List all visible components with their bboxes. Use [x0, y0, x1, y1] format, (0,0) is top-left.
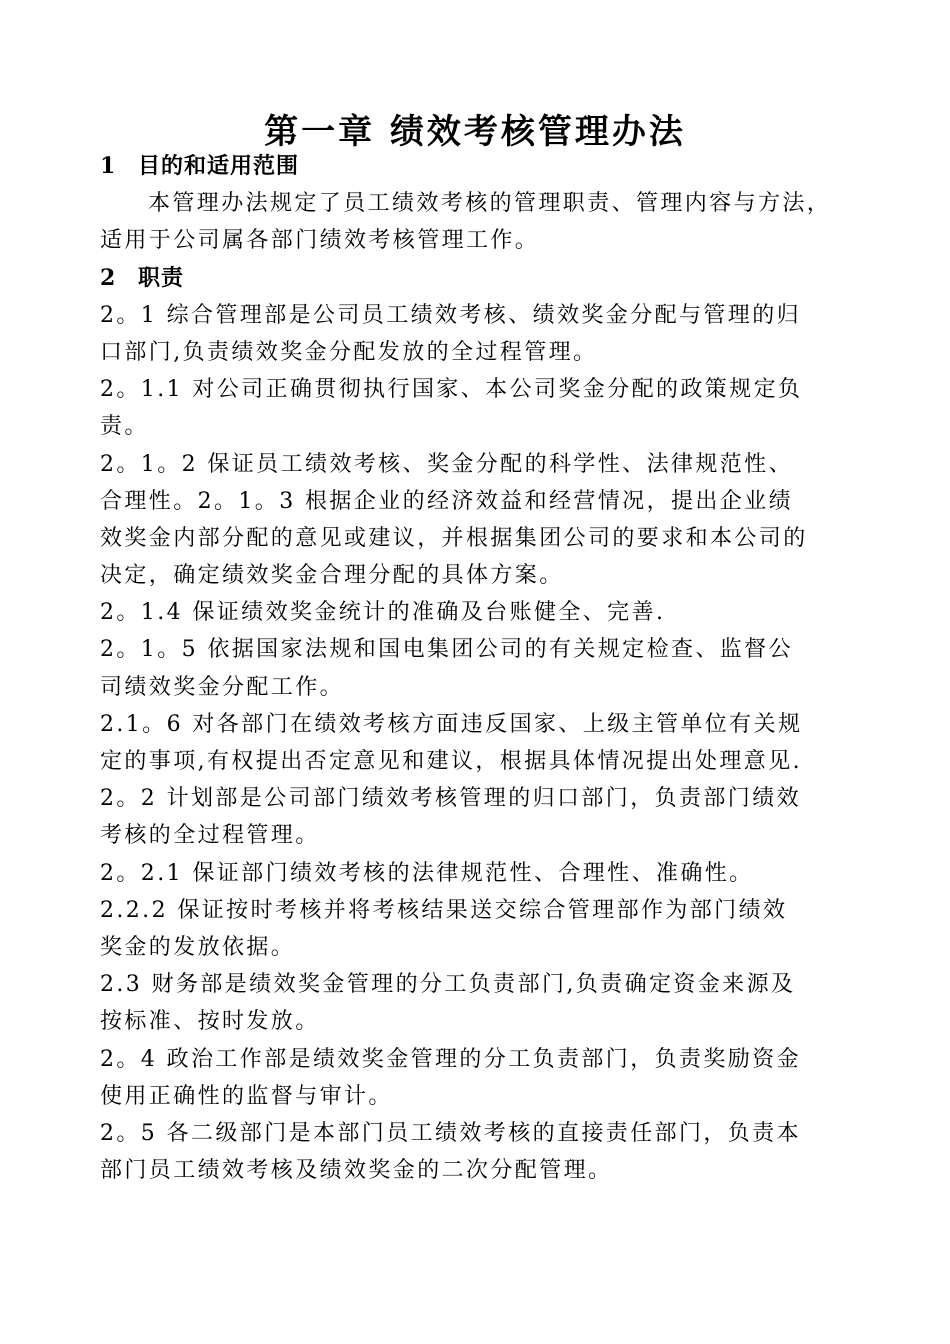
paragraph-line: 合理性。2。1。3 根据企业的经济效益和经营情况，提出企业绩	[100, 488, 793, 514]
section-heading-purpose	[100, 148, 855, 185]
paragraph-line: 按标准、按时发放。	[100, 1009, 320, 1035]
paragraph-line: 奖金的发放依据。	[100, 934, 296, 960]
paragraph-line: 2。2.1 保证部门绩效考核的法律规范性、合理性、准确性。	[100, 860, 754, 886]
paragraph-line: 效奖金内部分配的意见或建议，并根据集团公司的要求和本公司的	[100, 525, 808, 551]
paragraph-line: 本管理办法规定了员工绩效考核的管理职责、管理内容与方法，	[148, 191, 832, 217]
paragraph-line: 2.1。6 对各部门在绩效考核方面违反国家、上级主管单位有关规	[100, 711, 803, 737]
chapter-title: 第一章 绩效考核管理办法	[264, 112, 686, 152]
paragraph-line: 适用于公司属各部门绩效考核管理工作。	[100, 228, 540, 254]
paragraph-line: 定的事项,有权提出否定意见和建议，根据具体情况提出处理意见.	[100, 749, 802, 774]
paragraph-line: 责。	[100, 414, 149, 440]
paragraph-line: 2.3 财务部是绩效奖金管理的分工负责部门,负责确定资金来源及	[100, 972, 796, 998]
document-body	[100, 148, 855, 1189]
section-title: 目的和适用范围	[138, 153, 300, 179]
paragraph-line: 部门员工绩效考核及绩效奖金的二次分配管理。	[100, 1158, 613, 1184]
paragraph-line: 考核的全过程管理。	[100, 823, 320, 849]
paragraph-line: 2。1。2 保证员工绩效考核、奖金分配的科学性、法律规范性、	[100, 451, 793, 477]
section-number: 2	[100, 264, 117, 291]
paragraph-line: 2。1.4 保证绩效奖金统计的准确及台账健全、完善.	[100, 600, 666, 626]
paragraph-line: 2。2 计划部是公司部门绩效考核管理的归口部门，负责部门绩效	[100, 786, 801, 812]
paragraph-line: 2。1.1 对公司正确贯彻执行国家、本公司奖金分配的政策规定负	[100, 377, 803, 403]
paragraph-line: 2。4 政治工作部是绩效奖金管理的分工负责部门，负责奖励资金	[100, 1046, 801, 1072]
paragraph-line: 使用正确性的监督与审计。	[100, 1083, 393, 1109]
section-heading-duties	[100, 260, 855, 297]
section-title: 职责	[138, 264, 185, 291]
paragraph-line: 司绩效奖金分配工作。	[100, 674, 345, 700]
paragraph-line: 2。5 各二级部门是本部门员工绩效考核的直接责任部门，负责本	[100, 1120, 801, 1146]
paragraph-line: 决定，确定绩效奖金合理分配的具体方案。	[100, 563, 564, 589]
paragraph-line: 口部门,负责绩效奖金分配发放的全过程管理。	[100, 339, 598, 365]
section-number: 1	[100, 153, 117, 179]
paragraph-line: 2。1 综合管理部是公司员工绩效考核、绩效奖金分配与管理的归	[100, 302, 801, 328]
paragraph-line: 2.2.2 保证按时考核并将考核结果送交综合管理部作为部门绩效	[100, 897, 788, 923]
paragraph-line: 2。1。5 依据国家法规和国电集团公司的有关规定检查、监督公	[100, 637, 793, 663]
